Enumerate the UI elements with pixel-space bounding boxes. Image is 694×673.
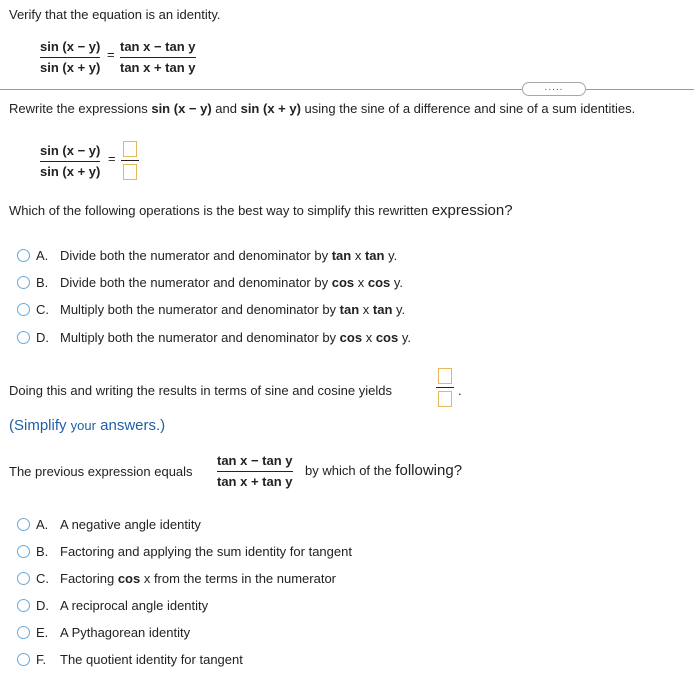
rhs-denominator: tan x + tan y bbox=[120, 60, 196, 75]
question2-suffix1: by which of the bbox=[305, 463, 396, 478]
option-c-letter: C. bbox=[36, 302, 49, 317]
equals-sign: = bbox=[107, 47, 115, 62]
option-d-radio[interactable] bbox=[17, 599, 30, 612]
option-b-text[interactable] bbox=[60, 275, 403, 290]
option-bold: cos bbox=[117, 571, 141, 586]
option-mid: x bbox=[359, 302, 373, 317]
lhs-denominator: sin (x + y) bbox=[40, 60, 101, 75]
option-f-radio[interactable] bbox=[17, 653, 30, 666]
option-mid: x bbox=[351, 248, 365, 263]
question1-text bbox=[9, 202, 513, 219]
option-b-radio[interactable] bbox=[17, 276, 30, 289]
option-c-radio[interactable] bbox=[17, 303, 30, 316]
option-end: y. bbox=[390, 275, 404, 290]
answer-fraction-bar bbox=[121, 160, 139, 161]
option-bold: tan bbox=[331, 248, 352, 263]
option-a-radio[interactable] bbox=[17, 249, 30, 262]
rewrite-denominator: sin (x + y) bbox=[40, 164, 101, 179]
option-c-text[interactable] bbox=[60, 302, 405, 317]
fraction-bar bbox=[40, 161, 100, 162]
rewrite-expr1: sin (x − y) bbox=[151, 101, 212, 116]
option-text: Factoring bbox=[60, 571, 118, 586]
option-text: Divide both the numerator and denominator by bbox=[60, 248, 332, 263]
option-e-text[interactable]: A Pythagorean identity bbox=[60, 625, 191, 640]
simplify-hint bbox=[9, 417, 165, 434]
option-b-letter: B. bbox=[36, 275, 49, 290]
option-c-letter: C. bbox=[36, 571, 49, 586]
option-a-radio[interactable] bbox=[17, 518, 30, 531]
section-divider bbox=[0, 89, 694, 90]
denominator-answer-box[interactable] bbox=[123, 164, 137, 180]
expand-more-button[interactable]: ..... bbox=[522, 82, 586, 96]
option-a-letter: A. bbox=[36, 248, 49, 263]
option-end: x from the terms in the numerator bbox=[140, 571, 337, 586]
fraction-bar bbox=[217, 471, 293, 472]
option-a-text[interactable]: A negative angle identity bbox=[60, 517, 201, 532]
lhs-numerator: sin (x − y) bbox=[40, 39, 101, 54]
option-e-radio[interactable] bbox=[17, 626, 30, 639]
option-bold2: tan bbox=[364, 248, 385, 263]
equals-sign: = bbox=[108, 151, 116, 166]
rewrite-suffix: using the sine of a difference and sine of a sum identities. bbox=[300, 101, 636, 116]
option-b-radio[interactable] bbox=[17, 545, 30, 558]
problem-title: Verify that the equation is an identity. bbox=[9, 7, 221, 22]
fraction-bar bbox=[40, 57, 100, 58]
rhs-fraction bbox=[120, 39, 196, 76]
option-bold: tan bbox=[339, 302, 360, 317]
question2-suffix2: following? bbox=[395, 462, 463, 479]
question2-prefix: The previous expression equals bbox=[9, 464, 193, 479]
question2-denominator: tan x + tan y bbox=[217, 474, 293, 489]
result-denominator-box[interactable] bbox=[438, 391, 452, 407]
option-bold: cos bbox=[331, 275, 355, 290]
question2-fraction bbox=[217, 453, 293, 490]
option-bold2: cos bbox=[375, 330, 399, 345]
doing-period: . bbox=[458, 383, 462, 398]
option-mid: x bbox=[354, 275, 368, 290]
option-b-letter: B. bbox=[36, 544, 49, 559]
option-d-text[interactable] bbox=[60, 330, 411, 345]
simplify-your: your bbox=[70, 418, 96, 433]
option-d-letter: D. bbox=[36, 598, 49, 613]
option-b-text[interactable]: Factoring and applying the sum identity for tangent bbox=[60, 544, 352, 559]
question1-prefix: Which of the following operations is the best way to simplify this rewritten bbox=[9, 203, 432, 218]
rewrite-fraction bbox=[40, 143, 100, 180]
question1-suffix: expression? bbox=[431, 202, 513, 219]
option-text: Divide both the numerator and denominator by bbox=[60, 275, 332, 290]
rewrite-prefix: Rewrite the expressions bbox=[9, 101, 152, 116]
rewrite-middle: and bbox=[211, 101, 241, 116]
numerator-answer-box[interactable] bbox=[123, 141, 137, 157]
option-d-text[interactable]: A reciprocal angle identity bbox=[60, 598, 209, 613]
simplify-suffix: answers.) bbox=[95, 417, 166, 434]
option-end: y. bbox=[392, 302, 406, 317]
result-numerator-box[interactable] bbox=[438, 368, 452, 384]
doing-text: Doing this and writing the results in terms of sine and cosine yields bbox=[9, 383, 392, 398]
option-mid: x bbox=[362, 330, 376, 345]
rewrite-expr2: sin (x + y) bbox=[240, 101, 301, 116]
option-c-radio[interactable] bbox=[17, 572, 30, 585]
option-a-letter: A. bbox=[36, 517, 49, 532]
option-c-text[interactable] bbox=[60, 571, 336, 586]
option-end: y. bbox=[384, 248, 398, 263]
option-f-text[interactable]: The quotient identity for tangent bbox=[60, 652, 243, 667]
option-text: Multiply both the numerator and denominator by bbox=[60, 330, 340, 345]
option-bold2: tan bbox=[372, 302, 393, 317]
fraction-bar bbox=[120, 57, 196, 58]
question2-suffix bbox=[305, 462, 462, 479]
option-e-letter: E. bbox=[36, 625, 49, 640]
option-f-letter: F. bbox=[36, 652, 47, 667]
option-bold: cos bbox=[339, 330, 363, 345]
option-d-radio[interactable] bbox=[17, 331, 30, 344]
simplify-prefix: (Simplify bbox=[9, 417, 71, 434]
option-d-letter: D. bbox=[36, 330, 49, 345]
option-end: y. bbox=[398, 330, 411, 345]
option-a-text[interactable] bbox=[60, 248, 397, 263]
rewrite-instruction bbox=[9, 101, 635, 116]
option-bold2: cos bbox=[367, 275, 391, 290]
question2-numerator: tan x − tan y bbox=[217, 453, 293, 468]
result-fraction-bar bbox=[436, 387, 454, 388]
lhs-fraction bbox=[40, 39, 100, 76]
option-text: Multiply both the numerator and denominator by bbox=[60, 302, 340, 317]
rhs-numerator: tan x − tan y bbox=[120, 39, 196, 54]
rewrite-numerator: sin (x − y) bbox=[40, 143, 101, 158]
